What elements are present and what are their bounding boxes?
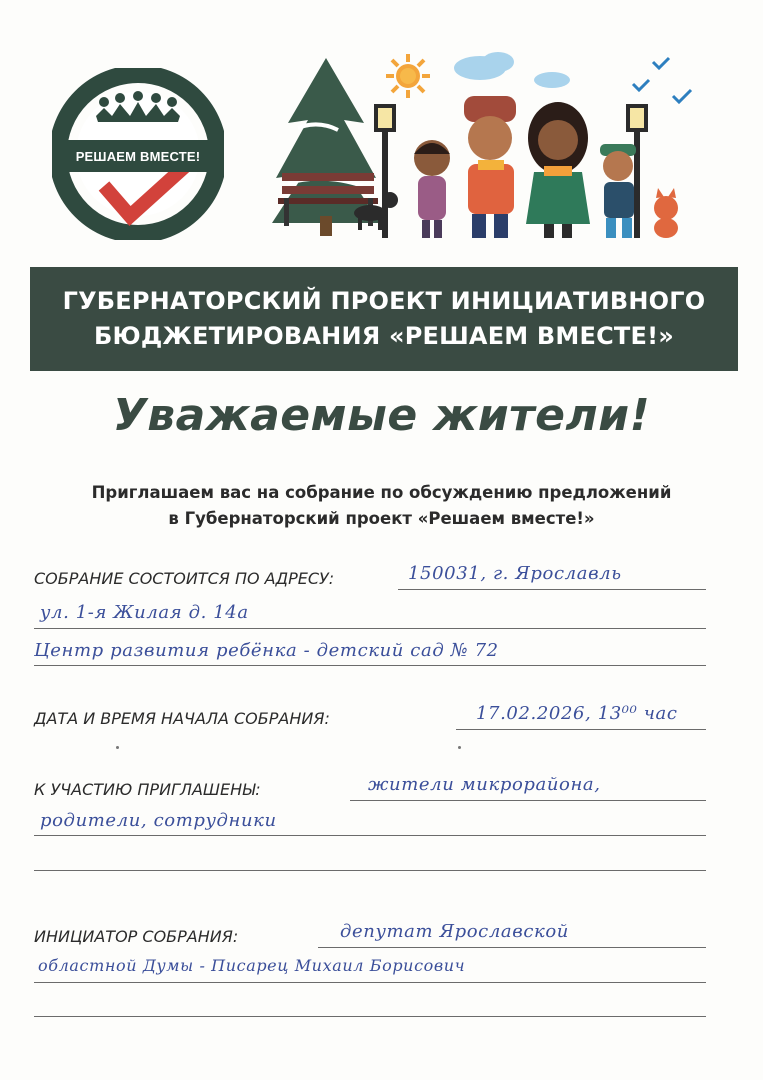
invitation-text bbox=[0, 480, 763, 532]
sun-icon bbox=[386, 54, 430, 98]
invited-label: К УЧАСТИЮ ПРИГЛАШЕНЫ: bbox=[34, 780, 261, 799]
invited-line-1 bbox=[350, 800, 706, 801]
datetime-line bbox=[456, 729, 706, 730]
initiator-label: ИНИЦИАТОР СОБРАНИЯ: bbox=[34, 927, 239, 946]
initiator-line-2 bbox=[34, 982, 706, 983]
invited-line-2 bbox=[34, 835, 706, 836]
address-line-1 bbox=[398, 589, 706, 590]
invited-value-2: родители, сотрудники bbox=[40, 810, 277, 831]
address-value-1: 150031, г. Ярославль bbox=[408, 563, 622, 584]
datetime-value: 17.02.2026, 13⁰⁰ час bbox=[476, 703, 678, 724]
address-value-3: Центр развития ребёнка - детский сад № 72 bbox=[34, 640, 499, 661]
address-line-3 bbox=[34, 665, 706, 666]
initiator-value-2: областной Думы - Писарец Михаил Борисович bbox=[38, 956, 466, 975]
birds-icon bbox=[633, 58, 691, 102]
man-figure-icon bbox=[464, 96, 516, 238]
invitation-line-2: в Губернаторский проект «Решаем вместе!» bbox=[168, 509, 595, 528]
address-line-2 bbox=[34, 628, 706, 629]
boy-figure-icon bbox=[600, 144, 636, 238]
address-label: СОБРАНИЕ СОСТОИТСЯ ПО АДРЕСУ: bbox=[34, 569, 335, 588]
initiator-line-3 bbox=[34, 1016, 706, 1017]
banner-line-1: ГУБЕРНАТОРСКИЙ ПРОЕКТ ИНИЦИАТИВНОГО bbox=[62, 287, 706, 315]
woman-figure-icon bbox=[526, 102, 590, 238]
scan-dot bbox=[458, 746, 461, 749]
cloud-icon bbox=[454, 52, 570, 88]
girl-figure-icon bbox=[414, 140, 450, 238]
invited-line-3 bbox=[34, 870, 706, 871]
scan-dot bbox=[116, 746, 119, 749]
initiator-value-1: депутат Ярославской bbox=[340, 921, 569, 942]
datetime-label: ДАТА И ВРЕМЯ НАЧАЛА СОБРАНИЯ: bbox=[34, 709, 330, 728]
address-value-2: ул. 1-я Жилая д. 14а bbox=[40, 602, 249, 623]
cat-icon bbox=[654, 188, 678, 238]
project-banner bbox=[30, 267, 738, 371]
initiator-line-1 bbox=[318, 947, 706, 948]
invitation-line-1: Приглашаем вас на собрание по обсуждению предложений bbox=[91, 483, 672, 502]
logo-label: РЕШАЕМ ВМЕСТЕ! bbox=[60, 140, 216, 172]
project-logo bbox=[52, 68, 224, 240]
families-illustration bbox=[268, 48, 708, 248]
banner-line-2: БЮДЖЕТИРОВАНИЯ «РЕШАЕМ ВМЕСТЕ!» bbox=[94, 322, 674, 350]
page-title: Уважаемые жители! bbox=[112, 390, 651, 441]
invited-value-1: жители микрорайона, bbox=[368, 774, 601, 795]
